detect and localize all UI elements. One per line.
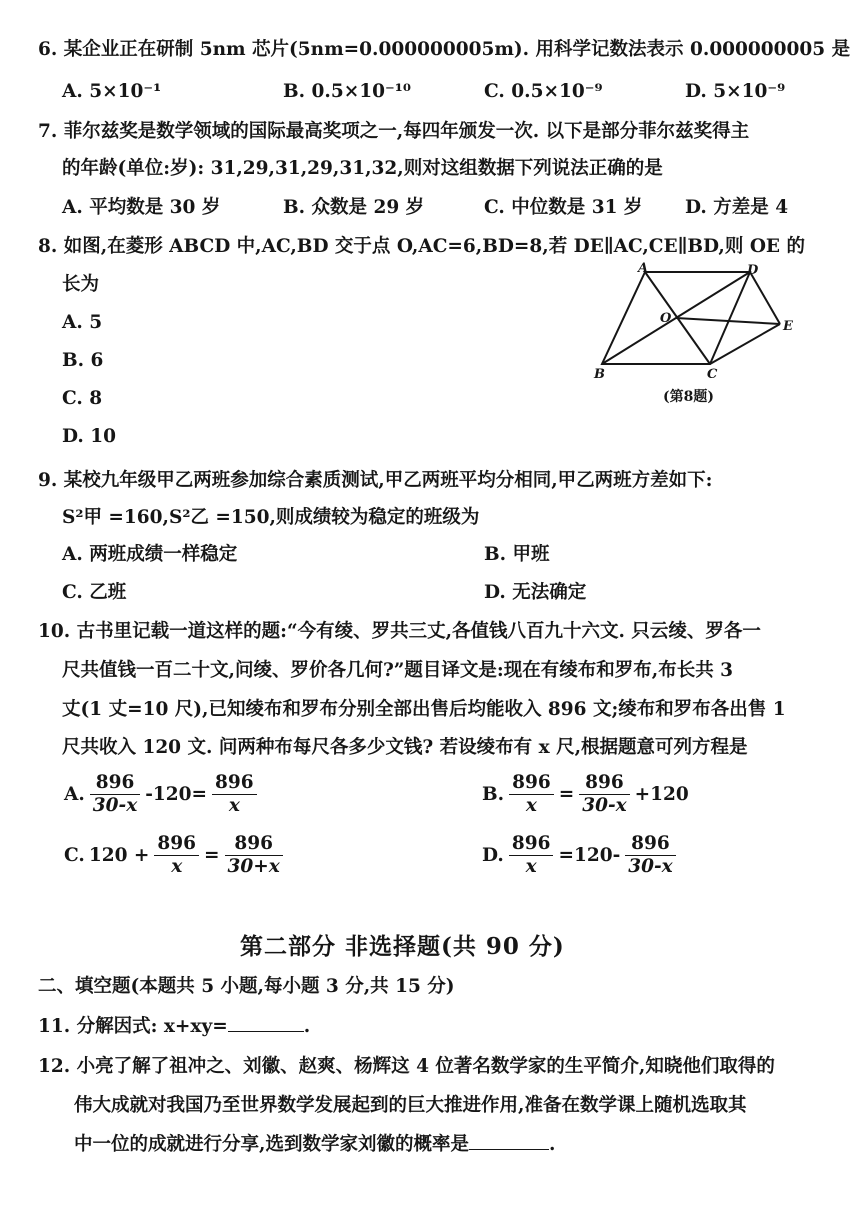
segment-de (750, 272, 780, 324)
q10-a-frac2: $\frac{896}{x}$ (212, 772, 257, 817)
q10-a-mid: -120= (145, 784, 208, 805)
q9-option-b: B. 甲班 (484, 544, 550, 565)
q10-stem-line1: 10. 古书里记载一道这样的题:“今有绫、罗共三丈,各值钱八百九十六文. 只云绫、罗各一 (38, 621, 761, 642)
q10-d-frac2: $\frac{896}{30-x}$ (625, 833, 675, 878)
figure-caption: (第8题) (663, 389, 714, 405)
q10-b-tail: +120 (634, 784, 689, 805)
q12-end: . (548, 1134, 556, 1155)
q9-option-c: C. 乙班 (62, 582, 127, 603)
q9-stem-line2: S²甲 =160,S²乙 =150,则成绩较为稳定的班级为 (62, 507, 480, 528)
q6-option-b: B. 0.5×10⁻¹⁰ (283, 81, 411, 102)
q10-b-frac1: $\frac{896}{x}$ (509, 772, 554, 817)
q10-stem-line3: 丈(1 丈=10 尺),已知绫布和罗布分别全部出售后均能收入 896 文;绫布和罗布各出售 1 (62, 699, 786, 720)
q6-option-a: A. 5×10⁻¹ (62, 81, 162, 102)
q7-option-a: A. 平均数是 30 岁 (62, 197, 221, 218)
q10-a-label: A. (64, 784, 85, 805)
part2-title: 第二部分 非选择题(共 90 分) (240, 933, 565, 960)
q12-stem-line3-text: 中一位的成就进行分享,选到数学家刘徽的概率是 (74, 1134, 469, 1155)
q11-answer-blank[interactable] (228, 1031, 304, 1032)
q9-stem-line1: 9. 某校九年级甲乙两班参加综合素质测试,甲乙两班平均分相同,甲乙两班方差如下: (38, 470, 713, 491)
q9-option-a: A. 两班成绩一样稳定 (62, 544, 238, 565)
q8-option-b: B. 6 (62, 350, 104, 371)
q8-option-c: C. 8 (62, 388, 103, 409)
q10-option-d (480, 833, 679, 878)
part2-section: 二、填空题(本题共 5 小题,每小题 3 分,共 15 分) (38, 976, 455, 997)
q7-stem-line2: 的年龄(单位:岁): 31,29,31,29,31,32,则对这组数据下列说法正确的是 (62, 158, 663, 179)
q10-c-frac1: $\frac{896}{x}$ (154, 833, 199, 878)
q9-option-d: D. 无法确定 (484, 582, 587, 603)
q11 (38, 1015, 310, 1039)
label-o: O (660, 311, 672, 326)
q10-c-label: C. (64, 845, 85, 866)
label-c: C (707, 367, 718, 382)
q7-stem-line1: 7. 菲尔兹奖是数学领域的国际最高奖项之一,每四年颁发一次. 以下是部分菲尔兹奖得主 (38, 121, 750, 142)
segment-ce (710, 324, 780, 364)
q10-c-frac2: $\frac{896}{30+x}$ (225, 833, 283, 878)
q10-a-frac1: $\frac{896}{30-x}$ (90, 772, 140, 817)
q12-stem-line3 (74, 1133, 555, 1157)
label-b: B (594, 367, 605, 382)
q10-b-mid: = (558, 784, 575, 805)
q12-answer-blank[interactable] (469, 1149, 549, 1150)
q10-option-a (62, 772, 260, 817)
q7-option-c: C. 中位数是 31 岁 (484, 197, 643, 218)
q11-end: . (303, 1016, 311, 1037)
q10-option-b (480, 772, 691, 817)
q12-stem-line1: 12. 小亮了解了祖冲之、刘徽、赵爽、杨辉这 4 位著名数学家的生平简介,知晓他们取得的 (38, 1056, 775, 1077)
q12-stem-line2: 伟大成就对我国乃至世界数学发展起到的巨大推进作用,准备在数学课上随机选取其 (74, 1095, 747, 1116)
q11-stem: 11. 分解因式: x+xy= (38, 1016, 228, 1037)
q6-option-d: D. 5×10⁻⁹ (685, 81, 786, 102)
q10-option-c (62, 833, 286, 878)
q8-stem-line1: 8. 如图,在菱形 ABCD 中,AC,BD 交于点 O,AC=6,BD=8,若 DE∥AC,CE∥BD,则 OE 的 (38, 236, 805, 257)
q8-option-a: A. 5 (62, 312, 103, 333)
q10-b-label: B. (482, 784, 505, 805)
label-d: D (747, 263, 759, 278)
q7-option-b: B. 众数是 29 岁 (283, 197, 425, 218)
label-a: A (638, 262, 649, 276)
q10-stem-line4: 尺共收入 120 文. 问两种布每尺各多少文钱? 若设绫布有 x 尺,根据题意可列方程是 (62, 737, 748, 758)
q10-c-mid: = (204, 845, 220, 866)
q6-option-c: C. 0.5×10⁻⁹ (484, 81, 603, 102)
q10-stem-line2: 尺共值钱一百二十文,问绫、罗价各几何?”题目译文是:现在有绫布和罗布,布长共 3 (62, 660, 734, 681)
q8-stem-line2: 长为 (62, 274, 100, 295)
label-e: E (783, 319, 793, 334)
q10-d-frac1: $\frac{896}{x}$ (509, 833, 554, 878)
q10-d-label: D. (482, 845, 504, 866)
q6-stem: 6. 某企业正在研制 5nm 芯片(5nm=0.000000005m). 用科学记数法表示 0.000000005 是 (38, 39, 851, 60)
q10-c-lead: 120 + (88, 845, 150, 866)
q8-option-d: D. 10 (62, 426, 117, 447)
q10-d-mid: =120- (558, 845, 621, 866)
q7-option-d: D. 方差是 4 (685, 197, 789, 218)
q10-b-frac2: $\frac{896}{30-x}$ (579, 772, 629, 817)
